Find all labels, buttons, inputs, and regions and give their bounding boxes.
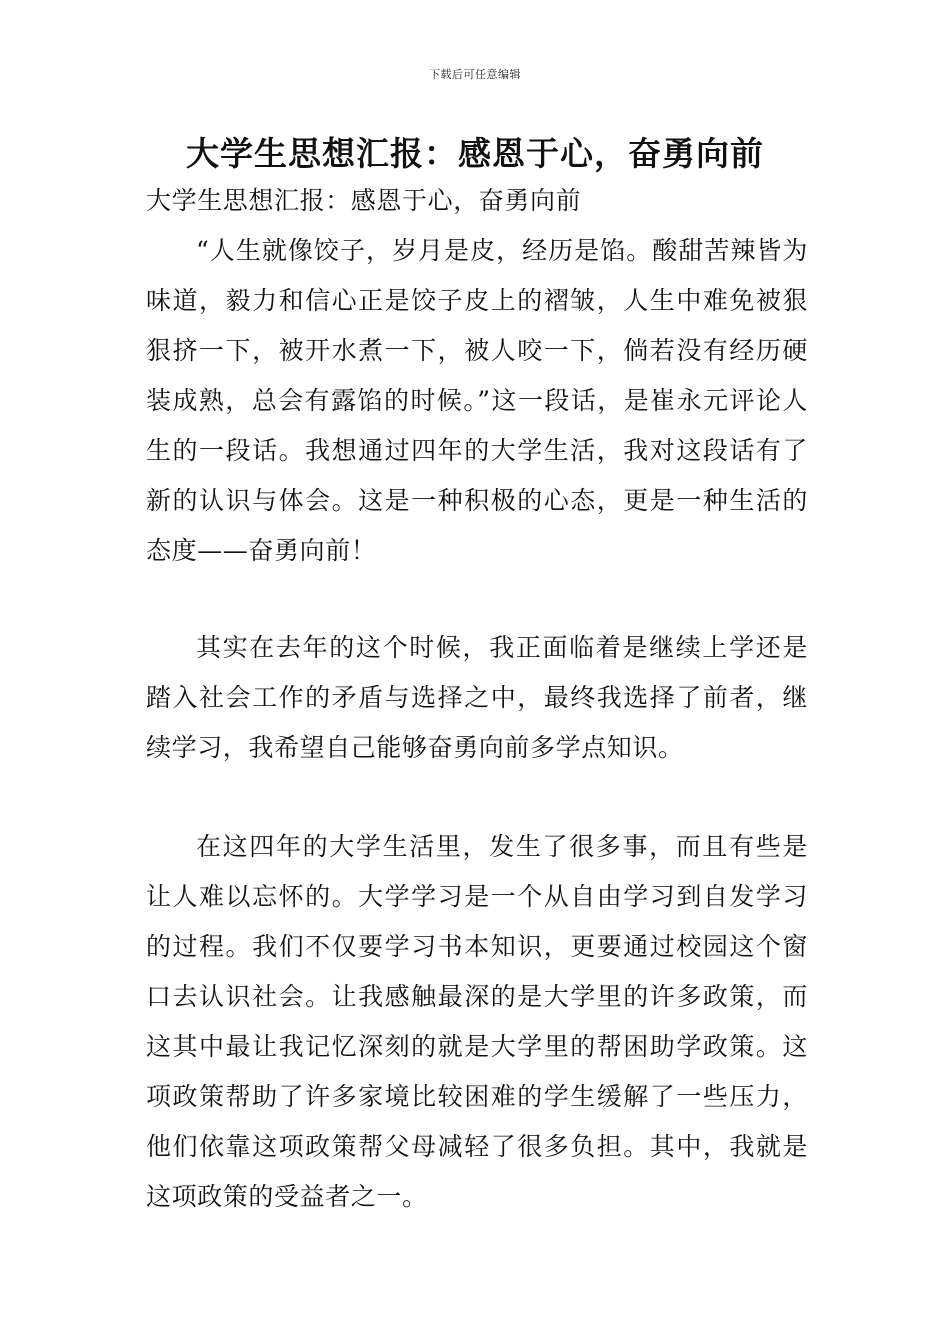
paragraph-2: 其实在去年的这个时候，我正面临着是继续上学还是踏入社会工作的矛盾与选择之中，最终我选择了前者，继续学习，我希望自己能够奋勇向前多学点知识。: [146, 633, 808, 762]
document-title: 大学生思想汇报：感恩于心，奋勇向前: [186, 134, 764, 173]
header-note: 下载后可任意编辑: [429, 68, 521, 81]
document-subtitle: 大学生思想汇报：感恩于心，奋勇向前: [146, 186, 582, 215]
paragraph-1: “人生就像饺子，岁月是皮，经历是馅。酸甜苦辣皆为味道，毅力和信心正是饺子皮上的褶皱，人生中难免被狠狠挤一下，被开水煮一下，被人咬一下，倘若没有经历硬装成熟，总会有露馅的时候。”这一段话，是崔永元评论人生的一段话。我想通过四年的大学生活，我对这段话有了新的认识与体会。这是一种积极的心态，更是一种生活的态度——奋勇向前！: [146, 236, 808, 565]
paragraph-3: 在这四年的大学生活里，发生了很多事，而且有些是让人难以忘怀的。大学学习是一个从自由学习到自发学习的过程。我们不仅要学习书本知识，更要通过校园这个窗口去认识社会。让我感触最深的是大学里的许多政策，而这其中最让我记忆深刻的就是大学里的帮困助学政策。这项政策帮助了许多家境比较困难的学生缓解了一些压力，他们依靠这项政策帮父母减轻了很多负担。其中，我就是这项政策的受益者之一。: [146, 832, 808, 1211]
